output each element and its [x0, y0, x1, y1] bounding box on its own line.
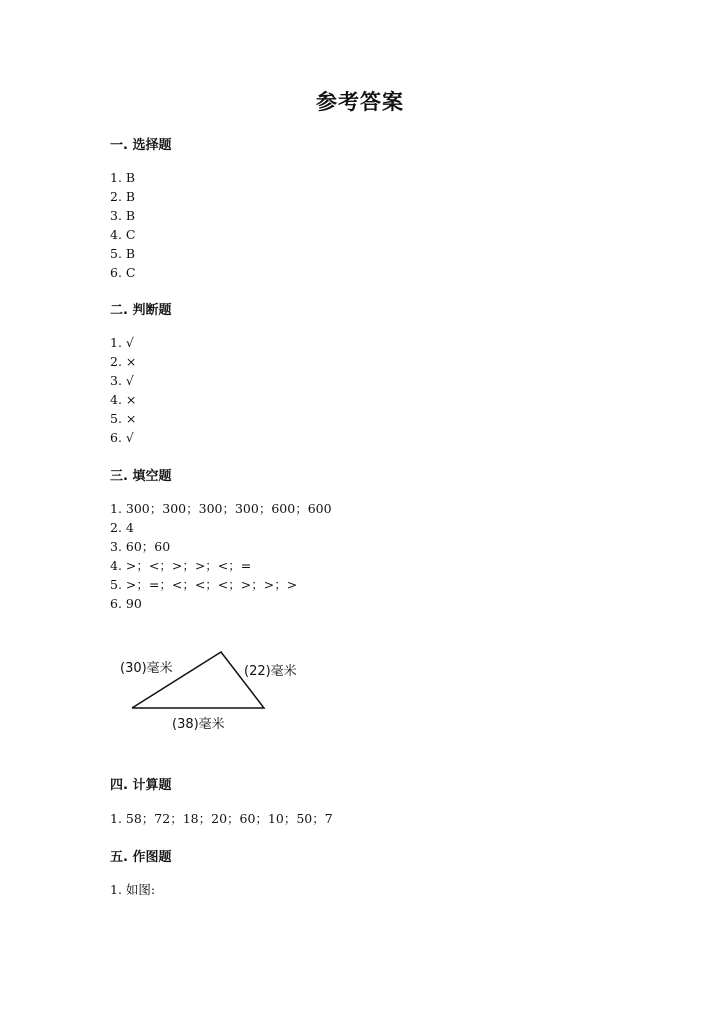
list-item: 2. B [110, 189, 136, 204]
list-item: 3. B [110, 208, 136, 223]
list-item: 4. C [110, 227, 136, 242]
calc-answers-list [110, 809, 333, 828]
list-item: 1. 58；72；18；20；60；10；50；7 [110, 811, 333, 826]
list-item: 5. B [110, 246, 136, 261]
list-item: 6. C [110, 265, 136, 280]
section-heading-fill: 三. 填空题 [110, 469, 172, 484]
section-heading-judge: 二. 判断题 [110, 303, 172, 318]
list-item: 1. 如图: [110, 882, 156, 897]
list-item: 6. 90 [110, 596, 142, 611]
list-item: 2. 4 [110, 520, 134, 535]
section-heading-choice: 一. 选择题 [110, 138, 172, 153]
section-heading-calc: 四. 计算题 [110, 778, 172, 793]
left-side-label: (30)毫米 [120, 661, 173, 676]
right-side-label: (22)毫米 [244, 664, 297, 679]
choice-answers-list [110, 168, 135, 282]
list-item: 1. 300；300；300；300；600；600 [110, 501, 332, 516]
bottom-side-label: (38)毫米 [172, 717, 225, 732]
list-item: 1. √ [110, 335, 134, 350]
list-item: 3. √ [110, 373, 134, 388]
page-title: 参考答案 [316, 90, 404, 114]
judge-answers-list [110, 333, 136, 447]
drawing-answers-list [110, 880, 155, 899]
list-item: 3. 60；60 [110, 539, 171, 554]
list-item: 6. √ [110, 430, 134, 445]
list-item: 2. × [110, 354, 137, 369]
triangle-figure [112, 640, 332, 740]
list-item: 4. × [110, 392, 137, 407]
section-heading-drawing: 五. 作图题 [110, 850, 172, 865]
list-item: 1. B [110, 170, 136, 185]
list-item: 5. >；=；<；<；<；>；>；> [110, 577, 298, 592]
fill-answers-list [110, 499, 332, 613]
list-item: 5. × [110, 411, 137, 426]
list-item: 4. >；<；>；>；<；= [110, 558, 252, 573]
